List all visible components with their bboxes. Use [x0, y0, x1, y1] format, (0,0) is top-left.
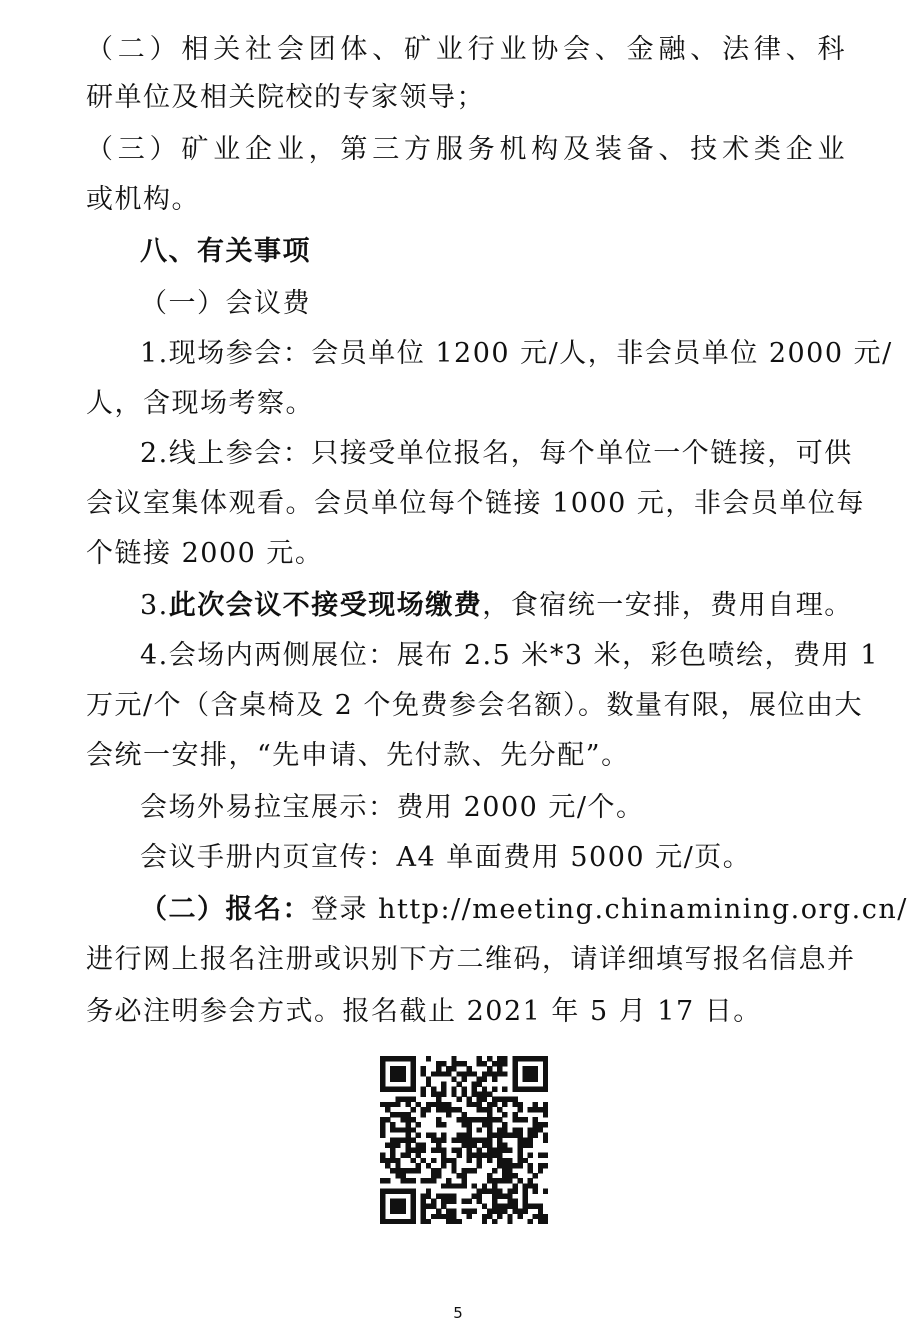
rollup-display-fee: 会场外易拉宝展示：费用 2000 元/个。: [140, 792, 645, 823]
fee-item-4: 4.会场内两侧展位：展布 2.5 米*3 米，彩色喷绘，费用 1: [140, 640, 879, 671]
qr-code-image: [380, 1056, 548, 1224]
fee-item-4-cont: 万元/个（含桌椅及 2 个免费参会名额）。数量有限，展位由大: [86, 690, 863, 721]
fee-item-1: 1.现场参会：会员单位 1200 元/人，非会员单位 2000 元/: [140, 338, 893, 369]
registration-deadline: 务必注明参会方式。报名截止 2021 年 5 月 17 日。: [86, 996, 762, 1027]
subsection-heading: （一）会议费: [140, 288, 311, 319]
fee-item-3-rest: ，食宿统一安排，费用自理。: [482, 590, 853, 621]
handbook-ad-fee: 会议手册内页宣传：A4 单面费用 5000 元/页。: [140, 842, 752, 873]
fee-item-2-cont: 会议室集体观看。会员单位每个链接 1000 元，非会员单位每: [86, 488, 865, 519]
fee-item-1-cont: 人，含现场考察。: [86, 388, 314, 419]
fee-item-3-number: 3.: [140, 590, 169, 621]
section-heading: 八、有关事项: [140, 236, 311, 267]
fee-item-4-end: 会统一安排，“先申请、先付款、先分配”。: [86, 740, 630, 771]
fee-item-3-emphasis: 此次会议不接受现场缴费: [168, 590, 483, 621]
list-item-2-cont: 研单位及相关院校的专家领导；: [86, 82, 485, 113]
fee-item-2: 2.线上参会：只接受单位报名，每个单位一个链接，可供: [140, 438, 853, 469]
list-item-2: （二）相关社会团体、矿业行业协会、金融、法律、科: [86, 34, 846, 65]
registration-cont: 进行网上报名注册或识别下方二维码，请详细填写报名信息并: [86, 944, 856, 975]
registration-url: 登录 http://meeting.chinamining.org.cn/: [311, 894, 908, 925]
page-number: 5: [453, 1304, 463, 1322]
fee-item-2-end: 个链接 2000 元。: [86, 538, 324, 569]
list-item-3-cont: 或机构。: [86, 184, 200, 215]
registration-line: [140, 892, 908, 928]
registration-label: （二）报名：: [140, 894, 311, 925]
list-item-3: （三）矿业企业，第三方服务机构及装备、技术类企业: [86, 134, 846, 165]
fee-item-3: [140, 588, 853, 624]
